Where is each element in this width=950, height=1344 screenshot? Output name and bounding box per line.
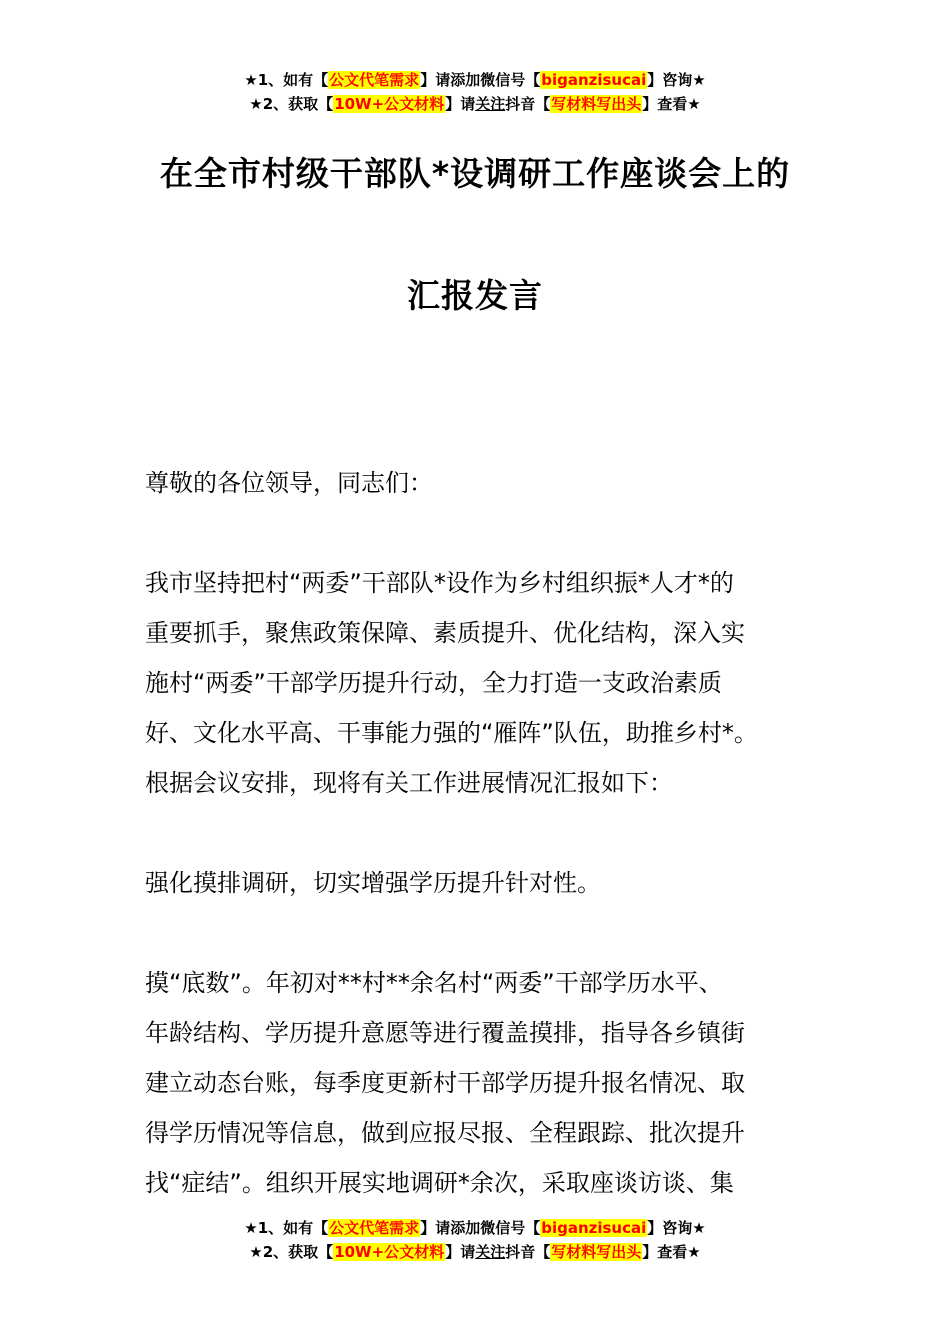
- banner-text: 】请: [445, 1243, 476, 1261]
- text-line: 强化摸排调研，切实增强学历提升针对性。: [145, 869, 601, 897]
- banner-highlight: 公文代笔需求: [329, 1219, 420, 1237]
- text-line: 得学历情况等信息，做到应报尽报、全程跟踪、批次提升: [145, 1119, 745, 1147]
- paragraph-1: [145, 558, 825, 808]
- banner-line-2: [0, 1240, 950, 1264]
- banner-text: 抖音【: [505, 95, 551, 113]
- banner-underline: 关注: [475, 95, 506, 113]
- banner-text: 】查看★: [642, 95, 701, 113]
- banner-text: ★1、如有【: [244, 1219, 329, 1237]
- banner-highlight: 10W+公文材料: [334, 1243, 445, 1261]
- bottom-banner: [0, 1216, 950, 1264]
- banner-line-2: [0, 92, 950, 116]
- banner-text: 抖音【: [505, 1243, 551, 1261]
- banner-highlight-douyin: 写材料写出头: [551, 95, 642, 113]
- banner-highlight-wechat: biganzisucai: [541, 1219, 647, 1237]
- banner-text: 】请: [445, 95, 476, 113]
- text-line: 重要抓手，聚焦政策保障、素质提升、优化结构，深入实: [145, 619, 745, 647]
- top-banner: [0, 68, 950, 116]
- banner-highlight: 10W+公文材料: [334, 95, 445, 113]
- banner-text: ★2、获取【: [249, 1243, 334, 1261]
- text-line: 根据会议安排，现将有关工作进展情况汇报如下：: [145, 769, 673, 797]
- text-line: 找“症结”。组织开展实地调研*余次，采取座谈访谈、集: [145, 1169, 734, 1197]
- banner-line-1: [0, 68, 950, 92]
- section-heading-1: [145, 858, 825, 908]
- paragraph-2: [145, 958, 825, 1208]
- banner-text: 】请添加微信号【: [420, 1219, 541, 1237]
- text-line: 施村“两委”干部学历提升行动，全力打造一支政治素质: [145, 669, 722, 697]
- banner-text: 】咨询★: [647, 1219, 706, 1237]
- banner-highlight-douyin: 写材料写出头: [551, 1243, 642, 1261]
- text-line: 好、文化水平高、干事能力强的“雁阵”队伍，助推乡村*。: [145, 719, 758, 747]
- salutation: [145, 458, 825, 508]
- text-line: 我市坚持把村“两委”干部队*设作为乡村组织振*人才*的: [145, 569, 734, 597]
- banner-highlight: 公文代笔需求: [329, 71, 420, 89]
- banner-line-1: [0, 1216, 950, 1240]
- document-title-line-2: 汇报发言: [407, 276, 543, 315]
- text-line: 建立动态台账，每季度更新村干部学历提升报名情况、取: [145, 1069, 745, 1097]
- text-line: 摸“底数”。年初对**村**余名村“两委”干部学历水平、: [145, 969, 723, 997]
- banner-text: 】查看★: [642, 1243, 701, 1261]
- text-line: 尊敬的各位领导，同志们：: [145, 469, 433, 497]
- banner-underline: 关注: [475, 1243, 506, 1261]
- banner-text: ★2、获取【: [249, 95, 334, 113]
- banner-text: 】请添加微信号【: [420, 71, 541, 89]
- banner-text: ★1、如有【: [244, 71, 329, 89]
- banner-text: 】咨询★: [647, 71, 706, 89]
- banner-highlight-wechat: biganzisucai: [541, 71, 647, 89]
- text-line: 年龄结构、学历提升意愿等进行覆盖摸排，指导各乡镇街: [145, 1019, 745, 1047]
- document-title-line-1: 在全市村级干部队*设调研工作座谈会上的: [159, 154, 791, 193]
